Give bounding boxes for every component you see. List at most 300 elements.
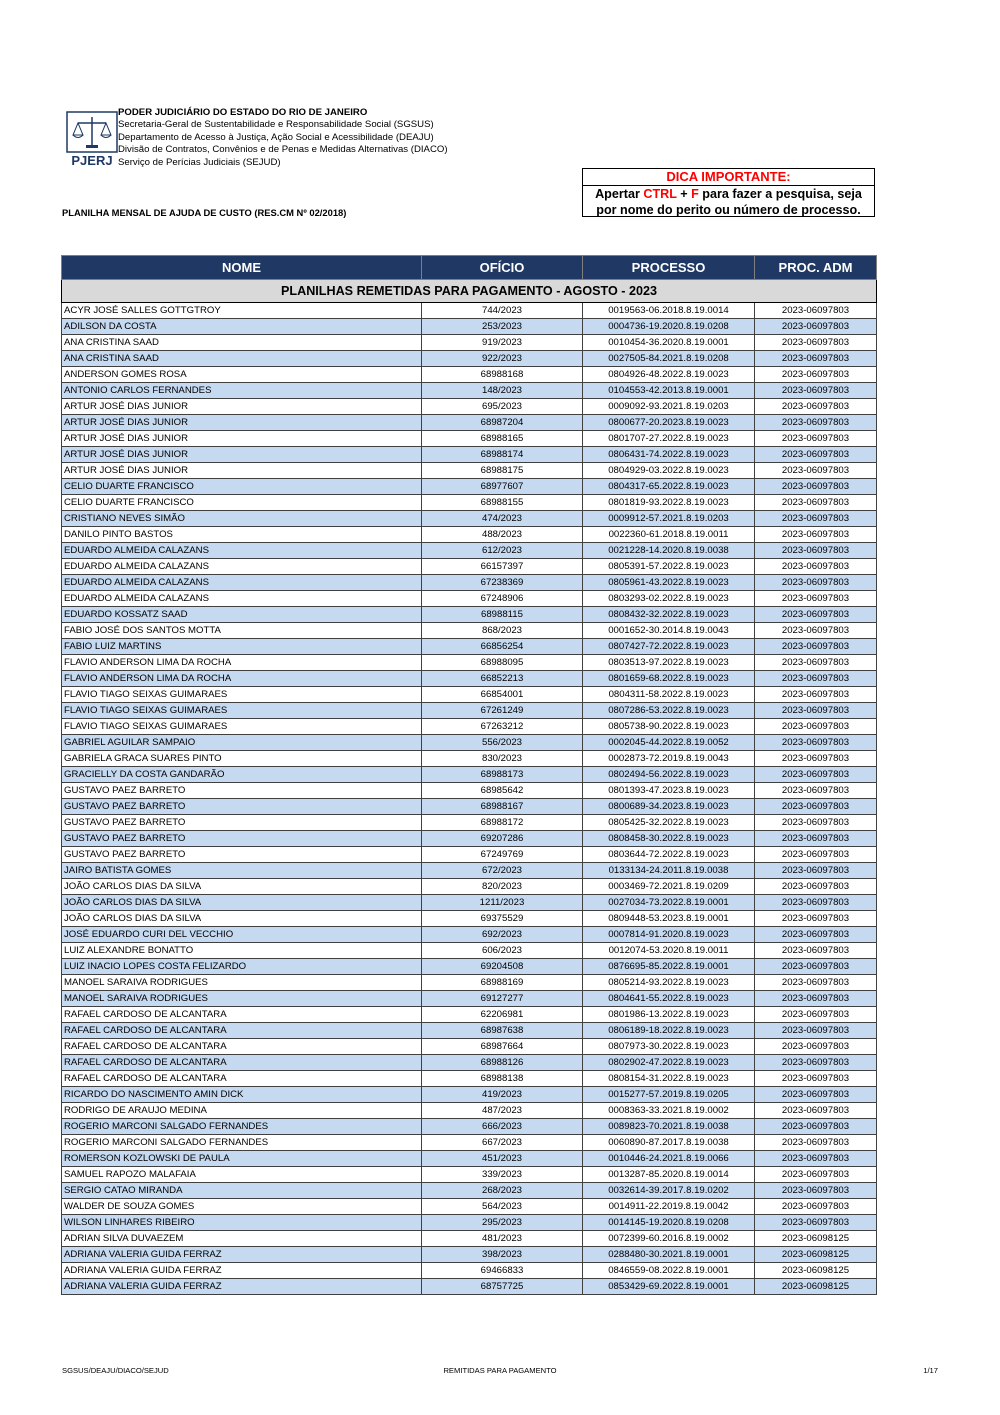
cell-proc-adm: 2023-06097803 <box>755 1167 877 1183</box>
cell-proc-adm: 2023-06097803 <box>755 463 877 479</box>
cell-processo: 0009092-93.2021.8.19.0203 <box>583 399 755 415</box>
table-row <box>62 783 877 799</box>
cell-processo: 0803644-72.2022.8.19.0023 <box>583 847 755 863</box>
cell-nome: LUIZ ALEXANDRE BONATTO <box>62 943 422 959</box>
org-line-court: PODER JUDICIÁRIO DO ESTADO DO RIO DE JANEIRO <box>118 107 368 118</box>
table-row <box>62 847 877 863</box>
cell-nome: GUSTAVO PAEZ BARRETO <box>62 831 422 847</box>
cell-oficio: 556/2023 <box>422 735 583 751</box>
cell-oficio: 69375529 <box>422 911 583 927</box>
cell-proc-adm: 2023-06098125 <box>755 1263 877 1279</box>
cell-processo: 0009912-57.2021.8.19.0203 <box>583 511 755 527</box>
table-row <box>62 719 877 735</box>
cell-oficio: 68988095 <box>422 655 583 671</box>
table-header-row <box>62 256 877 280</box>
cell-nome: WALDER DE SOUZA GOMES <box>62 1199 422 1215</box>
cell-proc-adm: 2023-06097803 <box>755 431 877 447</box>
cell-processo: 0801707-27.2022.8.19.0023 <box>583 431 755 447</box>
cell-processo: 0808154-31.2022.8.19.0023 <box>583 1071 755 1087</box>
cell-processo: 0022360-61.2018.8.19.0011 <box>583 527 755 543</box>
cell-processo: 0012074-53.2020.8.19.0011 <box>583 943 755 959</box>
cell-proc-adm: 2023-06097803 <box>755 335 877 351</box>
cell-oficio: 69207286 <box>422 831 583 847</box>
cell-oficio: 672/2023 <box>422 863 583 879</box>
cell-processo: 0021228-14.2020.8.19.0038 <box>583 543 755 559</box>
cell-nome: DANILO PINTO BASTOS <box>62 527 422 543</box>
cell-processo: 0801986-13.2022.8.19.0023 <box>583 1007 755 1023</box>
cell-processo: 0804929-03.2022.8.19.0023 <box>583 463 755 479</box>
table-row <box>62 799 877 815</box>
cell-proc-adm: 2023-06097803 <box>755 735 877 751</box>
cell-oficio: 487/2023 <box>422 1103 583 1119</box>
cell-proc-adm: 2023-06097803 <box>755 303 877 319</box>
table-row <box>62 591 877 607</box>
section-title-row <box>62 280 877 303</box>
cell-oficio: 68987204 <box>422 415 583 431</box>
table-row <box>62 479 877 495</box>
cell-processo: 0015277-57.2019.8.19.0205 <box>583 1087 755 1103</box>
cell-oficio: 68988172 <box>422 815 583 831</box>
cell-nome: FABIO JOSÉ DOS SANTOS MOTTA <box>62 623 422 639</box>
cell-oficio: 68987638 <box>422 1023 583 1039</box>
cell-processo: 0802494-56.2022.8.19.0023 <box>583 767 755 783</box>
table-row <box>62 463 877 479</box>
page-number: 1/17 <box>923 1366 938 1375</box>
svg-text:PJERJ: PJERJ <box>71 153 113 167</box>
table-row <box>62 319 877 335</box>
cell-proc-adm: 2023-06097803 <box>755 527 877 543</box>
table-row <box>62 303 877 319</box>
cell-proc-adm: 2023-06097803 <box>755 927 877 943</box>
table-row <box>62 943 877 959</box>
cell-processo: 0806189-18.2022.8.19.0023 <box>583 1023 755 1039</box>
footer-left: SGSUS/DEAJU/DIACO/SEJUD <box>62 1366 169 1375</box>
cell-proc-adm: 2023-06097803 <box>755 1215 877 1231</box>
table-row <box>62 831 877 847</box>
table-row <box>62 735 877 751</box>
cell-proc-adm: 2023-06097803 <box>755 543 877 559</box>
cell-oficio: 68988126 <box>422 1055 583 1071</box>
cell-oficio: 68988175 <box>422 463 583 479</box>
cell-nome: ADILSON DA COSTA <box>62 319 422 335</box>
cell-nome: CRISTIANO NEVES SIMÃO <box>62 511 422 527</box>
cell-processo: 0804311-58.2022.8.19.0023 <box>583 687 755 703</box>
table-row <box>62 447 877 463</box>
cell-oficio: 66157397 <box>422 559 583 575</box>
cell-oficio: 564/2023 <box>422 1199 583 1215</box>
cell-oficio: 695/2023 <box>422 399 583 415</box>
cell-nome: GRACIELLY DA COSTA GANDARÃO <box>62 767 422 783</box>
cell-oficio: 488/2023 <box>422 527 583 543</box>
cell-oficio: 68977607 <box>422 479 583 495</box>
cell-proc-adm: 2023-06097803 <box>755 751 877 767</box>
cell-processo: 0876695-85.2022.8.19.0001 <box>583 959 755 975</box>
cell-proc-adm: 2023-06097803 <box>755 783 877 799</box>
table-row <box>62 1039 877 1055</box>
cell-processo: 0288480-30.2021.8.19.0001 <box>583 1247 755 1263</box>
cell-proc-adm: 2023-06097803 <box>755 1055 877 1071</box>
table-row <box>62 1279 877 1295</box>
cell-oficio: 339/2023 <box>422 1167 583 1183</box>
cell-oficio: 68988115 <box>422 607 583 623</box>
cell-proc-adm: 2023-06097803 <box>755 623 877 639</box>
cell-nome: ROGERIO MARCONI SALGADO FERNANDES <box>62 1119 422 1135</box>
column-header-oficio: OFÍCIO <box>422 256 583 280</box>
column-header-processo: PROCESSO <box>583 256 755 280</box>
cell-nome: GABRIELA GRACA SUARES PINTO <box>62 751 422 767</box>
cell-processo: 0002045-44.2022.8.19.0052 <box>583 735 755 751</box>
cell-proc-adm: 2023-06097803 <box>755 1039 877 1055</box>
cell-oficio: 67263212 <box>422 719 583 735</box>
cell-processo: 0002873-72.2019.8.19.0043 <box>583 751 755 767</box>
cell-processo: 0019563-06.2018.8.19.0014 <box>583 303 755 319</box>
table-row <box>62 863 877 879</box>
tip-title: DICA IMPORTANTE: <box>583 169 874 186</box>
table-row <box>62 1135 877 1151</box>
table-row <box>62 1263 877 1279</box>
table-row <box>62 767 877 783</box>
cell-proc-adm: 2023-06097803 <box>755 895 877 911</box>
cell-oficio: 922/2023 <box>422 351 583 367</box>
cell-oficio: 69127277 <box>422 991 583 1007</box>
table-row <box>62 575 877 591</box>
cell-oficio: 66854001 <box>422 687 583 703</box>
cell-proc-adm: 2023-06097803 <box>755 815 877 831</box>
cell-processo: 0853429-69.2022.8.19.0001 <box>583 1279 755 1295</box>
cell-proc-adm: 2023-06097803 <box>755 911 877 927</box>
table-row <box>62 431 877 447</box>
table-row <box>62 655 877 671</box>
cell-oficio: 68988165 <box>422 431 583 447</box>
cell-oficio: 268/2023 <box>422 1183 583 1199</box>
cell-oficio: 451/2023 <box>422 1151 583 1167</box>
cell-nome: FLAVIO ANDERSON LIMA DA ROCHA <box>62 655 422 671</box>
table-row <box>62 1055 877 1071</box>
cell-processo: 0801393-47.2023.8.19.0023 <box>583 783 755 799</box>
cell-processo: 0027505-84.2021.8.19.0208 <box>583 351 755 367</box>
cell-nome: ARTUR JOSÉ DIAS JUNIOR <box>62 415 422 431</box>
cell-proc-adm: 2023-06097803 <box>755 687 877 703</box>
cell-oficio: 253/2023 <box>422 319 583 335</box>
table-row <box>62 1247 877 1263</box>
column-header-nome: NOME <box>62 256 422 280</box>
cell-processo: 0010454-36.2020.8.19.0001 <box>583 335 755 351</box>
cell-processo: 0089823-70.2021.8.19.0038 <box>583 1119 755 1135</box>
cell-nome: ARTUR JOSÉ DIAS JUNIOR <box>62 399 422 415</box>
cell-proc-adm: 2023-06097803 <box>755 479 877 495</box>
cell-oficio: 68988174 <box>422 447 583 463</box>
cell-nome: RICARDO DO NASCIMENTO AMIN DICK <box>62 1087 422 1103</box>
cell-proc-adm: 2023-06097803 <box>755 1071 877 1087</box>
cell-proc-adm: 2023-06097803 <box>755 495 877 511</box>
cell-proc-adm: 2023-06097803 <box>755 831 877 847</box>
cell-oficio: 606/2023 <box>422 943 583 959</box>
table-row <box>62 975 877 991</box>
cell-processo: 0805738-90.2022.8.19.0023 <box>583 719 755 735</box>
cell-nome: ADRIANA VALERIA GUIDA FERRAZ <box>62 1247 422 1263</box>
cell-oficio: 919/2023 <box>422 335 583 351</box>
cell-proc-adm: 2023-06097803 <box>755 655 877 671</box>
cell-proc-adm: 2023-06097803 <box>755 975 877 991</box>
cell-proc-adm: 2023-06097803 <box>755 1023 877 1039</box>
cell-proc-adm: 2023-06097803 <box>755 671 877 687</box>
cell-proc-adm: 2023-06097803 <box>755 1199 877 1215</box>
cell-nome: SERGIO CATAO MIRANDA <box>62 1183 422 1199</box>
cell-proc-adm: 2023-06097803 <box>755 511 877 527</box>
cell-nome: FLAVIO TIAGO SEIXAS GUIMARAES <box>62 703 422 719</box>
cell-processo: 0808432-32.2022.8.19.0023 <box>583 607 755 623</box>
org-line-secretariat: Secretaria-Geral de Sustentabilidade e Responsabilidade Social (SGSUS) <box>118 119 434 131</box>
cell-proc-adm: 2023-06097803 <box>755 1119 877 1135</box>
cell-processo: 0805214-93.2022.8.19.0023 <box>583 975 755 991</box>
cell-proc-adm: 2023-06097803 <box>755 1183 877 1199</box>
tip-line-2: por nome do perito ou número de processo. <box>596 203 861 217</box>
table-row <box>62 1071 877 1087</box>
cell-oficio: 666/2023 <box>422 1119 583 1135</box>
tip-line-1: Apertar CTRL + F para fazer a pesquisa, seja <box>595 187 862 201</box>
cell-oficio: 68988169 <box>422 975 583 991</box>
cell-nome: RAFAEL CARDOSO DE ALCANTARA <box>62 1007 422 1023</box>
cell-oficio: 68988173 <box>422 767 583 783</box>
cell-oficio: 744/2023 <box>422 303 583 319</box>
table-row <box>62 879 877 895</box>
cell-proc-adm: 2023-06097803 <box>755 847 877 863</box>
cell-oficio: 419/2023 <box>422 1087 583 1103</box>
cell-proc-adm: 2023-06097803 <box>755 719 877 735</box>
pjerj-logo <box>66 111 118 167</box>
table-row <box>62 527 877 543</box>
cell-proc-adm: 2023-06097803 <box>755 943 877 959</box>
table-row <box>62 671 877 687</box>
cell-processo: 0014911-22.2019.8.19.0042 <box>583 1199 755 1215</box>
cell-proc-adm: 2023-06097803 <box>755 607 877 623</box>
cell-nome: JOSÉ EDUARDO CURI DEL VECCHIO <box>62 927 422 943</box>
cell-proc-adm: 2023-06097803 <box>755 383 877 399</box>
cell-nome: WILSON LINHARES RIBEIRO <box>62 1215 422 1231</box>
org-line-service: Serviço de Perícias Judiciais (SEJUD) <box>118 156 281 168</box>
cell-nome: GUSTAVO PAEZ BARRETO <box>62 783 422 799</box>
cell-oficio: 68985642 <box>422 783 583 799</box>
cell-proc-adm: 2023-06097803 <box>755 799 877 815</box>
cell-oficio: 692/2023 <box>422 927 583 943</box>
cell-nome: GUSTAVO PAEZ BARRETO <box>62 847 422 863</box>
table-row <box>62 1151 877 1167</box>
cell-oficio: 868/2023 <box>422 623 583 639</box>
table-row <box>62 815 877 831</box>
cell-processo: 0801659-68.2022.8.19.0023 <box>583 671 755 687</box>
footer-center: REMITIDAS PARA PAGAMENTO <box>443 1366 557 1375</box>
cell-processo: 0004736-19.2020.8.19.0208 <box>583 319 755 335</box>
table-row <box>62 895 877 911</box>
cell-proc-adm: 2023-06097803 <box>755 879 877 895</box>
cell-oficio: 67249769 <box>422 847 583 863</box>
cell-proc-adm: 2023-06097803 <box>755 591 877 607</box>
cell-nome: GABRIEL AGUILAR SAMPAIO <box>62 735 422 751</box>
cell-proc-adm: 2023-06097803 <box>755 863 877 879</box>
cell-proc-adm: 2023-06097803 <box>755 367 877 383</box>
cell-oficio: 68988138 <box>422 1071 583 1087</box>
table-row <box>62 1183 877 1199</box>
cell-proc-adm: 2023-06097803 <box>755 1135 877 1151</box>
cell-oficio: 67248906 <box>422 591 583 607</box>
cell-nome: MANOEL SARAIVA RODRIGUES <box>62 991 422 1007</box>
cell-proc-adm: 2023-06097803 <box>755 1151 877 1167</box>
cell-nome: ARTUR JOSÉ DIAS JUNIOR <box>62 431 422 447</box>
cell-processo: 0008363-33.2021.8.19.0002 <box>583 1103 755 1119</box>
cell-nome: GUSTAVO PAEZ BARRETO <box>62 799 422 815</box>
cell-oficio: 295/2023 <box>422 1215 583 1231</box>
cell-proc-adm: 2023-06097803 <box>755 1087 877 1103</box>
cell-nome: SAMUEL RAPOZO MALAFAIA <box>62 1167 422 1183</box>
cell-proc-adm: 2023-06098125 <box>755 1231 877 1247</box>
cell-nome: CELIO DUARTE FRANCISCO <box>62 479 422 495</box>
cell-processo: 0001652-30.2014.8.19.0043 <box>583 623 755 639</box>
cell-oficio: 667/2023 <box>422 1135 583 1151</box>
cell-processo: 0133134-24.2011.8.19.0038 <box>583 863 755 879</box>
cell-oficio: 68988155 <box>422 495 583 511</box>
table-row <box>62 335 877 351</box>
cell-processo: 0807427-72.2022.8.19.0023 <box>583 639 755 655</box>
cell-nome: JOÃO CARLOS DIAS DA SILVA <box>62 911 422 927</box>
cell-nome: RODRIGO DE ARAUJO MEDINA <box>62 1103 422 1119</box>
table-row <box>62 399 877 415</box>
cell-nome: EDUARDO ALMEIDA CALAZANS <box>62 543 422 559</box>
cell-oficio: 67261249 <box>422 703 583 719</box>
table-row <box>62 623 877 639</box>
table-row <box>62 1007 877 1023</box>
cell-nome: ROMERSON KOZLOWSKI DE PAULA <box>62 1151 422 1167</box>
table-row <box>62 543 877 559</box>
cell-nome: FABIO LUIZ MARTINS <box>62 639 422 655</box>
table-row <box>62 959 877 975</box>
cell-proc-adm: 2023-06097803 <box>755 1007 877 1023</box>
table-row <box>62 607 877 623</box>
cell-nome: ADRIANA VALERIA GUIDA FERRAZ <box>62 1279 422 1295</box>
cell-processo: 0800677-20.2023.8.19.0023 <box>583 415 755 431</box>
cell-processo: 0846559-08.2022.8.19.0001 <box>583 1263 755 1279</box>
cell-oficio: 67238369 <box>422 575 583 591</box>
cell-oficio: 69204508 <box>422 959 583 975</box>
cell-processo: 0013287-85.2020.8.19.0014 <box>583 1167 755 1183</box>
cell-nome: RAFAEL CARDOSO DE ALCANTARA <box>62 1071 422 1087</box>
cell-nome: JOÃO CARLOS DIAS DA SILVA <box>62 879 422 895</box>
cell-proc-adm: 2023-06097803 <box>755 767 877 783</box>
cell-nome: RAFAEL CARDOSO DE ALCANTARA <box>62 1023 422 1039</box>
cell-oficio: 62206981 <box>422 1007 583 1023</box>
table-row <box>62 415 877 431</box>
cell-nome: FLAVIO TIAGO SEIXAS GUIMARAES <box>62 687 422 703</box>
cell-proc-adm: 2023-06097803 <box>755 1103 877 1119</box>
cell-processo: 0804641-55.2022.8.19.0023 <box>583 991 755 1007</box>
cell-oficio: 612/2023 <box>422 543 583 559</box>
payments-table <box>61 255 877 1295</box>
table-row <box>62 991 877 1007</box>
cell-processo: 0804926-48.2022.8.19.0023 <box>583 367 755 383</box>
cell-nome: RAFAEL CARDOSO DE ALCANTARA <box>62 1055 422 1071</box>
table-row <box>62 911 877 927</box>
cell-nome: ARTUR JOSÉ DIAS JUNIOR <box>62 463 422 479</box>
table-row <box>62 1119 877 1135</box>
cell-oficio: 68987664 <box>422 1039 583 1055</box>
cell-proc-adm: 2023-06097803 <box>755 703 877 719</box>
cell-oficio: 1211/2023 <box>422 895 583 911</box>
cell-processo: 0805961-43.2022.8.19.0023 <box>583 575 755 591</box>
cell-proc-adm: 2023-06097803 <box>755 319 877 335</box>
cell-nome: ANA CRISTINA SAAD <box>62 335 422 351</box>
cell-processo: 0007814-91.2020.8.19.0023 <box>583 927 755 943</box>
cell-processo: 0805391-57.2022.8.19.0023 <box>583 559 755 575</box>
cell-proc-adm: 2023-06098125 <box>755 1279 877 1295</box>
table-row <box>62 1103 877 1119</box>
cell-nome: ADRIAN SILVA DUVAEZEM <box>62 1231 422 1247</box>
cell-nome: LUIZ INACIO LOPES COSTA FELIZARDO <box>62 959 422 975</box>
table-row <box>62 383 877 399</box>
cell-oficio: 474/2023 <box>422 511 583 527</box>
cell-nome: ROGERIO MARCONI SALGADO FERNANDES <box>62 1135 422 1151</box>
table-row <box>62 367 877 383</box>
cell-oficio: 66852213 <box>422 671 583 687</box>
cell-oficio: 398/2023 <box>422 1247 583 1263</box>
cell-processo: 0802902-47.2022.8.19.0023 <box>583 1055 755 1071</box>
cell-processo: 0804317-65.2022.8.19.0023 <box>583 479 755 495</box>
cell-processo: 0010446-24.2021.8.19.0066 <box>583 1151 755 1167</box>
table-row <box>62 351 877 367</box>
cell-nome: EDUARDO ALMEIDA CALAZANS <box>62 591 422 607</box>
table-row <box>62 703 877 719</box>
cell-oficio: 69466833 <box>422 1263 583 1279</box>
cell-proc-adm: 2023-06098125 <box>755 1247 877 1263</box>
table-row <box>62 1167 877 1183</box>
table-row <box>62 927 877 943</box>
cell-nome: CELIO DUARTE FRANCISCO <box>62 495 422 511</box>
cell-processo: 0032614-39.2017.8.19.0202 <box>583 1183 755 1199</box>
table-row <box>62 1087 877 1103</box>
cell-processo: 0060890-87.2017.8.19.0038 <box>583 1135 755 1151</box>
cell-oficio: 68757725 <box>422 1279 583 1295</box>
table-body <box>62 303 877 1295</box>
cell-proc-adm: 2023-06097803 <box>755 559 877 575</box>
cell-processo: 0803513-97.2022.8.19.0023 <box>583 655 755 671</box>
cell-oficio: 820/2023 <box>422 879 583 895</box>
cell-proc-adm: 2023-06097803 <box>755 575 877 591</box>
org-line-division: Divisão de Contratos, Convênios e de Penas e Medidas Alternativas (DIACO) <box>118 144 448 156</box>
table-row <box>62 1023 877 1039</box>
cell-processo: 0809448-53.2023.8.19.0001 <box>583 911 755 927</box>
cell-nome: EDUARDO ALMEIDA CALAZANS <box>62 559 422 575</box>
cell-processo: 0807286-53.2022.8.19.0023 <box>583 703 755 719</box>
cell-oficio: 68988168 <box>422 367 583 383</box>
cell-nome: ANTONIO CARLOS FERNANDES <box>62 383 422 399</box>
cell-oficio: 148/2023 <box>422 383 583 399</box>
cell-processo: 0014145-19.2020.8.19.0208 <box>583 1215 755 1231</box>
cell-nome: ANDERSON GOMES ROSA <box>62 367 422 383</box>
table-row <box>62 495 877 511</box>
cell-nome: ARTUR JOSÉ DIAS JUNIOR <box>62 447 422 463</box>
cell-nome: FLAVIO TIAGO SEIXAS GUIMARAES <box>62 719 422 735</box>
table-row <box>62 687 877 703</box>
sheet-title: PLANILHA MENSAL DE AJUDA DE CUSTO (RES.CM Nº 02/2018) <box>62 207 347 218</box>
cell-nome: RAFAEL CARDOSO DE ALCANTARA <box>62 1039 422 1055</box>
cell-proc-adm: 2023-06097803 <box>755 959 877 975</box>
important-tip-box <box>582 168 875 217</box>
header-block <box>66 107 566 169</box>
cell-processo: 0801819-93.2022.8.19.0023 <box>583 495 755 511</box>
cell-processo: 0808458-30.2022.8.19.0023 <box>583 831 755 847</box>
table-row <box>62 1199 877 1215</box>
table-row <box>62 1231 877 1247</box>
cell-processo: 0806431-74.2022.8.19.0023 <box>583 447 755 463</box>
cell-proc-adm: 2023-06097803 <box>755 991 877 1007</box>
